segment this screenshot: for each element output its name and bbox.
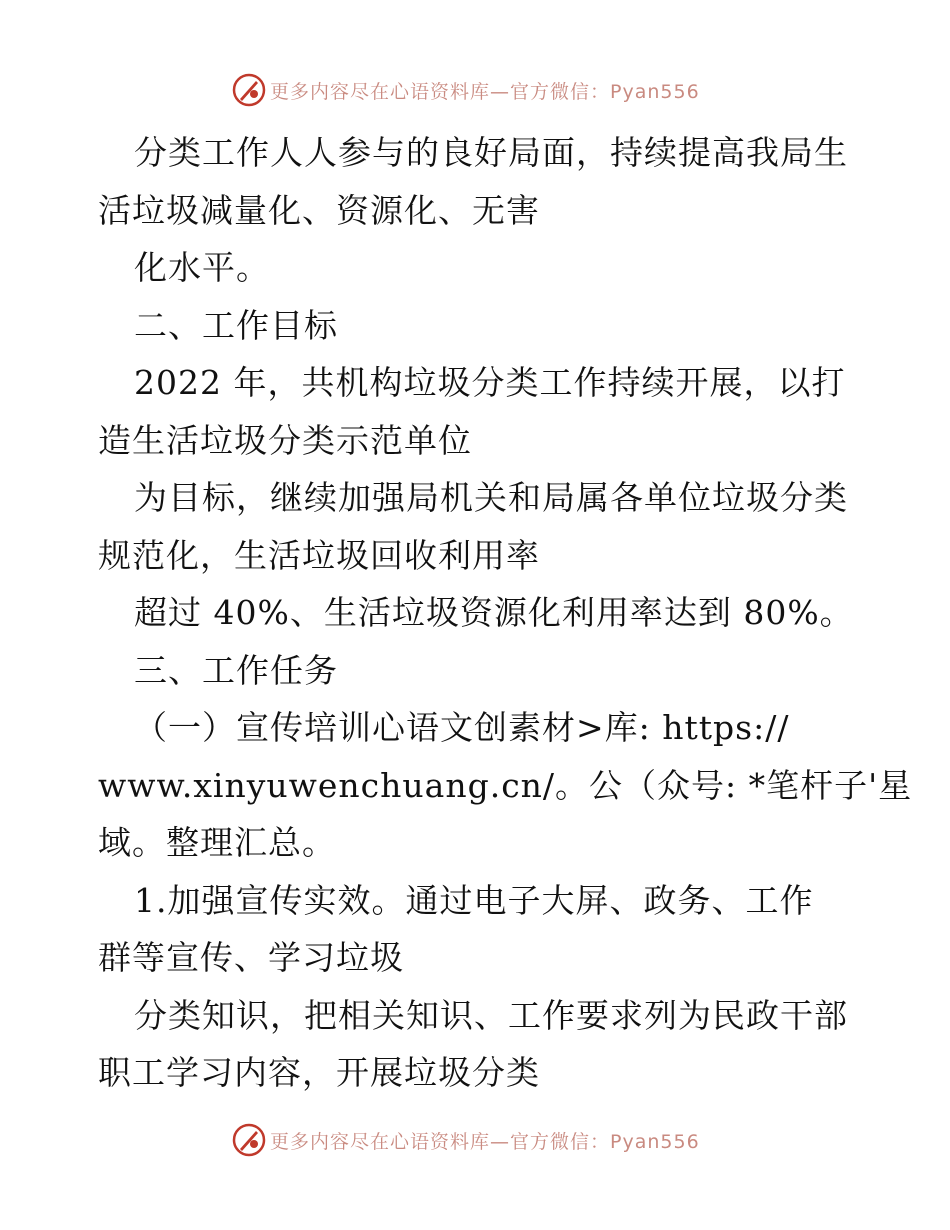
text-line: 分类工作人人参与的良好局面，持续提高我局生: [134, 133, 848, 172]
section-heading: 三、工作任务: [134, 650, 338, 690]
subsection-heading: （一）宣传培训心语文创素材>库: https://: [134, 708, 790, 747]
text-line: 造生活垃圾分类示范单位: [98, 420, 472, 460]
section-heading: 二、工作目标: [134, 305, 338, 345]
text-line: 2022 年，共机构垃圾分类工作持续开展，以打: [134, 363, 846, 402]
feather-pen-logo-icon: [232, 73, 266, 107]
text-line: 分类知识，把相关知识、工作要求列为民政干部: [134, 995, 848, 1035]
list-item: 1.加强宣传实效。通过电子大屏、政务、工作: [134, 880, 814, 920]
text-line: 职工学习内容，开展垃圾分类: [98, 1053, 540, 1092]
text-line: 化水平。: [134, 248, 270, 287]
feather-pen-logo-icon: [232, 1123, 266, 1157]
watermark-text: 更多内容尽在心语资料库—官方微信：Pyan556: [270, 80, 700, 103]
footer-watermark: [232, 1122, 700, 1158]
text-line: 规范化，生活垃圾回收利用率: [98, 535, 540, 575]
text-line: 活垃圾减量化、资源化、无害: [98, 190, 540, 230]
header-watermark: [232, 72, 700, 108]
text-line: 为目标，继续加强局机关和局属各单位垃圾分类: [134, 478, 848, 517]
text-line: 超过 40%、生活垃圾资源化利用率达到 80%。: [134, 593, 854, 632]
watermark-text: 更多内容尽在心语资料库—官方微信：Pyan556: [270, 1130, 700, 1153]
text-line: 群等宣传、学习垃圾: [98, 938, 404, 977]
document-body: [98, 124, 913, 1102]
text-line: 域。整理汇总。: [98, 823, 336, 862]
text-line: www.xinyuwenchuang.cn/。公（众号: *笔杆子'星: [98, 765, 913, 805]
